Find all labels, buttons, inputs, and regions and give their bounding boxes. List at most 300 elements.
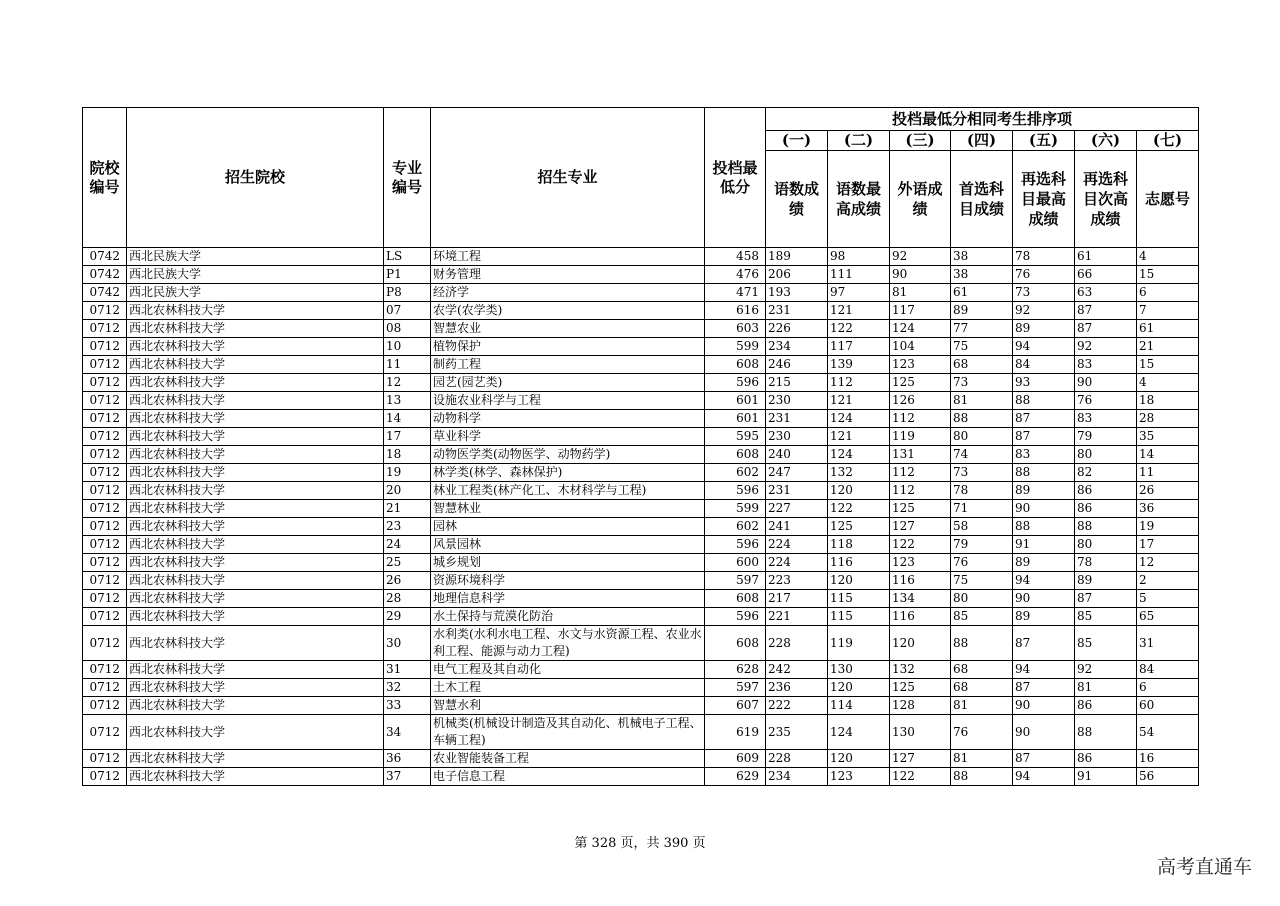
college-name-cell: 西北农林科技大学 (127, 661, 384, 679)
preference-number-cell: 18 (1137, 392, 1199, 410)
elective-max-score-cell: 90 (1013, 500, 1075, 518)
elective-second-score-cell: 78 (1075, 554, 1137, 572)
preference-number-cell: 15 (1137, 356, 1199, 374)
chinese-math-score-cell: 230 (766, 392, 828, 410)
foreign-lang-score-cell: 112 (890, 410, 951, 428)
order-header: (六) (1075, 131, 1137, 151)
college-code-cell: 0712 (83, 356, 127, 374)
table-row (83, 554, 1199, 572)
major-code-cell: P1 (384, 266, 431, 284)
elective-max-score-cell: 89 (1013, 482, 1075, 500)
elective-max-score-cell: 83 (1013, 446, 1075, 464)
foreign-lang-score-cell: 124 (890, 320, 951, 338)
elective-max-score-cell: 76 (1013, 266, 1075, 284)
elective-max-score-cell: 73 (1013, 284, 1075, 302)
min-score-cell: 603 (705, 320, 766, 338)
chinese-math-score-cell: 217 (766, 590, 828, 608)
college-name-cell: 西北农林科技大学 (127, 715, 384, 750)
chinese-math-score-cell: 236 (766, 679, 828, 697)
min-score-cell: 619 (705, 715, 766, 750)
foreign-lang-score-cell: 92 (890, 248, 951, 266)
major-code-cell: 18 (384, 446, 431, 464)
major-code-cell: 12 (384, 374, 431, 392)
college-name-cell: 西北农林科技大学 (127, 626, 384, 661)
first-subject-score-cell: 38 (951, 248, 1013, 266)
min-score-cell: 608 (705, 590, 766, 608)
chinese-math-max-cell: 132 (828, 464, 890, 482)
preference-number-cell: 7 (1137, 302, 1199, 320)
college-name-cell: 西北民族大学 (127, 266, 384, 284)
major-code-cell: 25 (384, 554, 431, 572)
table-row (83, 374, 1199, 392)
preference-number-cell: 19 (1137, 518, 1199, 536)
chinese-math-score-cell: 221 (766, 608, 828, 626)
foreign-lang-score-cell: 123 (890, 356, 951, 374)
table-row (83, 482, 1199, 500)
major-name-cell: 设施农业科学与工程 (431, 392, 705, 410)
major-code-cell: 36 (384, 750, 431, 768)
min-score-cell: 608 (705, 356, 766, 374)
college-name-cell: 西北农林科技大学 (127, 768, 384, 786)
elective-second-score-cell: 80 (1075, 446, 1137, 464)
chinese-math-score-cell: 247 (766, 464, 828, 482)
admission-score-table (82, 107, 1199, 786)
major-code-cell: 29 (384, 608, 431, 626)
college-name-cell: 西北民族大学 (127, 248, 384, 266)
elective-max-score-cell: 89 (1013, 320, 1075, 338)
major-name-cell: 林学类(林学、森林保护) (431, 464, 705, 482)
order-header: (七) (1137, 131, 1199, 151)
first-subject-score-cell: 68 (951, 356, 1013, 374)
chinese-math-score-cell: 235 (766, 715, 828, 750)
first-subject-score-cell: 73 (951, 374, 1013, 392)
preference-number-cell: 12 (1137, 554, 1199, 572)
college-code-cell: 0712 (83, 715, 127, 750)
foreign-lang-score-cell: 120 (890, 626, 951, 661)
table-row (83, 536, 1199, 554)
preference-number-cell: 35 (1137, 428, 1199, 446)
major-name-cell: 智慧水利 (431, 697, 705, 715)
subcolumn-header: 再选科目最高成绩 (1013, 151, 1075, 248)
chinese-math-score-cell: 246 (766, 356, 828, 374)
preference-number-cell: 61 (1137, 320, 1199, 338)
major-name-cell: 农业智能装备工程 (431, 750, 705, 768)
chinese-math-max-cell: 124 (828, 410, 890, 428)
elective-max-score-cell: 91 (1013, 536, 1075, 554)
elective-max-score-cell: 94 (1013, 768, 1075, 786)
chinese-math-max-cell: 130 (828, 661, 890, 679)
header-college-name: 招生院校 (127, 108, 384, 248)
chinese-math-score-cell: 240 (766, 446, 828, 464)
chinese-math-max-cell: 97 (828, 284, 890, 302)
min-score-cell: 601 (705, 410, 766, 428)
college-code-cell: 0712 (83, 446, 127, 464)
college-name-cell: 西北农林科技大学 (127, 302, 384, 320)
min-score-cell: 596 (705, 608, 766, 626)
order-header: (二) (828, 131, 890, 151)
chinese-math-max-cell: 120 (828, 679, 890, 697)
table-row (83, 338, 1199, 356)
first-subject-score-cell: 89 (951, 302, 1013, 320)
chinese-math-max-cell: 120 (828, 572, 890, 590)
min-score-cell: 609 (705, 750, 766, 768)
table-row (83, 715, 1199, 750)
major-name-cell: 机械类(机械设计制造及其自动化、机械电子工程、车辆工程) (431, 715, 705, 750)
major-code-cell: 19 (384, 464, 431, 482)
table-row (83, 464, 1199, 482)
foreign-lang-score-cell: 116 (890, 572, 951, 590)
major-name-cell: 智慧林业 (431, 500, 705, 518)
major-code-cell: P8 (384, 284, 431, 302)
header-major-code: 专业编号 (384, 108, 431, 248)
preference-number-cell: 6 (1137, 284, 1199, 302)
elective-second-score-cell: 86 (1075, 500, 1137, 518)
preference-number-cell: 26 (1137, 482, 1199, 500)
major-name-cell: 林业工程类(林产化工、木材科学与工程) (431, 482, 705, 500)
preference-number-cell: 36 (1137, 500, 1199, 518)
subcolumn-header: 语数最高成绩 (828, 151, 890, 248)
chinese-math-max-cell: 98 (828, 248, 890, 266)
college-code-cell: 0712 (83, 410, 127, 428)
chinese-math-max-cell: 121 (828, 302, 890, 320)
table-row (83, 661, 1199, 679)
college-code-cell: 0712 (83, 626, 127, 661)
elective-second-score-cell: 92 (1075, 338, 1137, 356)
first-subject-score-cell: 71 (951, 500, 1013, 518)
college-code-cell: 0712 (83, 464, 127, 482)
major-code-cell: 30 (384, 626, 431, 661)
major-name-cell: 草业科学 (431, 428, 705, 446)
preference-number-cell: 11 (1137, 464, 1199, 482)
major-code-cell: 20 (384, 482, 431, 500)
first-subject-score-cell: 68 (951, 661, 1013, 679)
elective-max-score-cell: 94 (1013, 338, 1075, 356)
chinese-math-max-cell: 122 (828, 500, 890, 518)
elective-max-score-cell: 87 (1013, 679, 1075, 697)
foreign-lang-score-cell: 134 (890, 590, 951, 608)
table-row (83, 248, 1199, 266)
major-code-cell: 26 (384, 572, 431, 590)
elective-max-score-cell: 89 (1013, 554, 1075, 572)
major-name-cell: 经济学 (431, 284, 705, 302)
college-code-cell: 0712 (83, 338, 127, 356)
chinese-math-score-cell: 228 (766, 626, 828, 661)
major-name-cell: 农学(农学类) (431, 302, 705, 320)
major-code-cell: 33 (384, 697, 431, 715)
major-name-cell: 制药工程 (431, 356, 705, 374)
chinese-math-max-cell: 111 (828, 266, 890, 284)
chinese-math-score-cell: 215 (766, 374, 828, 392)
college-name-cell: 西北农林科技大学 (127, 464, 384, 482)
first-subject-score-cell: 78 (951, 482, 1013, 500)
min-score-cell: 616 (705, 302, 766, 320)
major-code-cell: LS (384, 248, 431, 266)
foreign-lang-score-cell: 117 (890, 302, 951, 320)
elective-max-score-cell: 88 (1013, 518, 1075, 536)
chinese-math-max-cell: 125 (828, 518, 890, 536)
min-score-cell: 628 (705, 661, 766, 679)
foreign-lang-score-cell: 119 (890, 428, 951, 446)
elective-second-score-cell: 76 (1075, 392, 1137, 410)
elective-max-score-cell: 88 (1013, 392, 1075, 410)
elective-second-score-cell: 83 (1075, 410, 1137, 428)
chinese-math-score-cell: 234 (766, 768, 828, 786)
chinese-math-max-cell: 124 (828, 446, 890, 464)
college-code-cell: 0712 (83, 536, 127, 554)
elective-max-score-cell: 94 (1013, 661, 1075, 679)
elective-second-score-cell: 80 (1075, 536, 1137, 554)
elective-second-score-cell: 86 (1075, 482, 1137, 500)
first-subject-score-cell: 76 (951, 554, 1013, 572)
elective-max-score-cell: 90 (1013, 715, 1075, 750)
college-code-cell: 0712 (83, 661, 127, 679)
major-code-cell: 07 (384, 302, 431, 320)
major-name-cell: 环境工程 (431, 248, 705, 266)
college-code-cell: 0712 (83, 572, 127, 590)
chinese-math-score-cell: 241 (766, 518, 828, 536)
chinese-math-max-cell: 121 (828, 392, 890, 410)
chinese-math-score-cell: 224 (766, 536, 828, 554)
college-code-cell: 0742 (83, 248, 127, 266)
major-code-cell: 37 (384, 768, 431, 786)
major-name-cell: 风景园林 (431, 536, 705, 554)
elective-max-score-cell: 89 (1013, 608, 1075, 626)
elective-max-score-cell: 90 (1013, 697, 1075, 715)
min-score-cell: 602 (705, 518, 766, 536)
table-row (83, 626, 1199, 661)
college-code-cell: 0712 (83, 697, 127, 715)
first-subject-score-cell: 85 (951, 608, 1013, 626)
major-name-cell: 电子信息工程 (431, 768, 705, 786)
preference-number-cell: 16 (1137, 750, 1199, 768)
college-name-cell: 西北农林科技大学 (127, 590, 384, 608)
foreign-lang-score-cell: 112 (890, 482, 951, 500)
major-code-cell: 34 (384, 715, 431, 750)
college-name-cell: 西北农林科技大学 (127, 536, 384, 554)
order-header: (一) (766, 131, 828, 151)
min-score-cell: 458 (705, 248, 766, 266)
first-subject-score-cell: 73 (951, 464, 1013, 482)
college-name-cell: 西北农林科技大学 (127, 320, 384, 338)
elective-max-score-cell: 87 (1013, 428, 1075, 446)
min-score-cell: 608 (705, 626, 766, 661)
first-subject-score-cell: 81 (951, 392, 1013, 410)
elective-second-score-cell: 86 (1075, 697, 1137, 715)
table-row (83, 428, 1199, 446)
first-subject-score-cell: 88 (951, 768, 1013, 786)
chinese-math-max-cell: 124 (828, 715, 890, 750)
major-code-cell: 13 (384, 392, 431, 410)
major-code-cell: 08 (384, 320, 431, 338)
preference-number-cell: 54 (1137, 715, 1199, 750)
chinese-math-score-cell: 228 (766, 750, 828, 768)
college-name-cell: 西北农林科技大学 (127, 356, 384, 374)
chinese-math-score-cell: 231 (766, 302, 828, 320)
elective-second-score-cell: 83 (1075, 356, 1137, 374)
major-name-cell: 智慧农业 (431, 320, 705, 338)
subcolumn-header: 首选科目成绩 (951, 151, 1013, 248)
college-code-cell: 0712 (83, 590, 127, 608)
preference-number-cell: 4 (1137, 248, 1199, 266)
min-score-cell: 599 (705, 338, 766, 356)
college-name-cell: 西北农林科技大学 (127, 679, 384, 697)
table-row (83, 608, 1199, 626)
elective-second-score-cell: 87 (1075, 302, 1137, 320)
min-score-cell: 608 (705, 446, 766, 464)
first-subject-score-cell: 58 (951, 518, 1013, 536)
major-code-cell: 31 (384, 661, 431, 679)
major-name-cell: 财务管理 (431, 266, 705, 284)
table-row (83, 572, 1199, 590)
chinese-math-max-cell: 119 (828, 626, 890, 661)
table-row (83, 750, 1199, 768)
min-score-cell: 476 (705, 266, 766, 284)
first-subject-score-cell: 38 (951, 266, 1013, 284)
subcolumn-header: 语数成绩 (766, 151, 828, 248)
major-name-cell: 资源环境科学 (431, 572, 705, 590)
college-name-cell: 西北农林科技大学 (127, 374, 384, 392)
college-code-cell: 0712 (83, 500, 127, 518)
preference-number-cell: 31 (1137, 626, 1199, 661)
first-subject-score-cell: 80 (951, 428, 1013, 446)
preference-number-cell: 65 (1137, 608, 1199, 626)
header-major-name: 招生专业 (431, 108, 705, 248)
college-name-cell: 西北农林科技大学 (127, 608, 384, 626)
major-name-cell: 水土保持与荒漠化防治 (431, 608, 705, 626)
foreign-lang-score-cell: 125 (890, 374, 951, 392)
first-subject-score-cell: 75 (951, 338, 1013, 356)
chinese-math-score-cell: 230 (766, 428, 828, 446)
major-code-cell: 14 (384, 410, 431, 428)
foreign-lang-score-cell: 116 (890, 608, 951, 626)
first-subject-score-cell: 77 (951, 320, 1013, 338)
table-row (83, 266, 1199, 284)
first-subject-score-cell: 88 (951, 626, 1013, 661)
elective-second-score-cell: 61 (1075, 248, 1137, 266)
major-name-cell: 城乡规划 (431, 554, 705, 572)
preference-number-cell: 28 (1137, 410, 1199, 428)
college-code-cell: 0712 (83, 320, 127, 338)
first-subject-score-cell: 61 (951, 284, 1013, 302)
major-code-cell: 11 (384, 356, 431, 374)
preference-number-cell: 21 (1137, 338, 1199, 356)
elective-max-score-cell: 92 (1013, 302, 1075, 320)
foreign-lang-score-cell: 125 (890, 679, 951, 697)
foreign-lang-score-cell: 128 (890, 697, 951, 715)
major-code-cell: 32 (384, 679, 431, 697)
chinese-math-max-cell: 120 (828, 750, 890, 768)
table-row (83, 500, 1199, 518)
watermark: 高考直通车 (1156, 856, 1252, 878)
chinese-math-max-cell: 122 (828, 320, 890, 338)
elective-max-score-cell: 87 (1013, 410, 1075, 428)
chinese-math-score-cell: 226 (766, 320, 828, 338)
table-row (83, 410, 1199, 428)
major-name-cell: 植物保护 (431, 338, 705, 356)
chinese-math-max-cell: 139 (828, 356, 890, 374)
college-name-cell: 西北农林科技大学 (127, 338, 384, 356)
chinese-math-score-cell: 231 (766, 410, 828, 428)
chinese-math-score-cell: 223 (766, 572, 828, 590)
college-code-cell: 0742 (83, 266, 127, 284)
subcolumn-header: 再选科目次高成绩 (1075, 151, 1137, 248)
elective-second-score-cell: 85 (1075, 608, 1137, 626)
elective-second-score-cell: 89 (1075, 572, 1137, 590)
college-name-cell: 西北农林科技大学 (127, 518, 384, 536)
page-footer: 第 328 页，共 390 页 (574, 836, 706, 851)
elective-second-score-cell: 88 (1075, 518, 1137, 536)
subcolumn-header: 外语成绩 (890, 151, 951, 248)
college-name-cell: 西北农林科技大学 (127, 428, 384, 446)
college-name-cell: 西北农林科技大学 (127, 554, 384, 572)
elective-second-score-cell: 88 (1075, 715, 1137, 750)
college-name-cell: 西北农林科技大学 (127, 392, 384, 410)
first-subject-score-cell: 80 (951, 590, 1013, 608)
foreign-lang-score-cell: 127 (890, 750, 951, 768)
chinese-math-max-cell: 115 (828, 590, 890, 608)
chinese-math-score-cell: 242 (766, 661, 828, 679)
college-code-cell: 0712 (83, 482, 127, 500)
major-code-cell: 24 (384, 536, 431, 554)
elective-second-score-cell: 82 (1075, 464, 1137, 482)
elective-max-score-cell: 90 (1013, 590, 1075, 608)
subcolumn-header: 志愿号 (1137, 151, 1199, 248)
table-body (83, 248, 1199, 786)
chinese-math-max-cell: 123 (828, 768, 890, 786)
preference-number-cell: 56 (1137, 768, 1199, 786)
chinese-math-max-cell: 112 (828, 374, 890, 392)
preference-number-cell: 17 (1137, 536, 1199, 554)
min-score-cell: 629 (705, 768, 766, 786)
min-score-cell: 599 (705, 500, 766, 518)
college-code-cell: 0742 (83, 284, 127, 302)
elective-second-score-cell: 90 (1075, 374, 1137, 392)
chinese-math-max-cell: 118 (828, 536, 890, 554)
table-row (83, 320, 1199, 338)
foreign-lang-score-cell: 131 (890, 446, 951, 464)
first-subject-score-cell: 81 (951, 750, 1013, 768)
table-row (83, 284, 1199, 302)
preference-number-cell: 14 (1137, 446, 1199, 464)
major-name-cell: 电气工程及其自动化 (431, 661, 705, 679)
first-subject-score-cell: 68 (951, 679, 1013, 697)
header-min-score: 投档最低分 (705, 108, 766, 248)
preference-number-cell: 6 (1137, 679, 1199, 697)
major-name-cell: 水利类(水利水电工程、水文与水资源工程、农业水利工程、能源与动力工程) (431, 626, 705, 661)
foreign-lang-score-cell: 81 (890, 284, 951, 302)
preference-number-cell: 4 (1137, 374, 1199, 392)
major-name-cell: 土木工程 (431, 679, 705, 697)
chinese-math-max-cell: 120 (828, 482, 890, 500)
table-row (83, 518, 1199, 536)
foreign-lang-score-cell: 123 (890, 554, 951, 572)
elective-max-score-cell: 84 (1013, 356, 1075, 374)
foreign-lang-score-cell: 122 (890, 536, 951, 554)
chinese-math-max-cell: 116 (828, 554, 890, 572)
elective-max-score-cell: 94 (1013, 572, 1075, 590)
first-subject-score-cell: 75 (951, 572, 1013, 590)
foreign-lang-score-cell: 90 (890, 266, 951, 284)
min-score-cell: 596 (705, 536, 766, 554)
major-name-cell: 动物医学类(动物医学、动物药学) (431, 446, 705, 464)
chinese-math-score-cell: 227 (766, 500, 828, 518)
preference-number-cell: 15 (1137, 266, 1199, 284)
min-score-cell: 595 (705, 428, 766, 446)
table-row (83, 302, 1199, 320)
foreign-lang-score-cell: 112 (890, 464, 951, 482)
first-subject-score-cell: 76 (951, 715, 1013, 750)
min-score-cell: 597 (705, 679, 766, 697)
